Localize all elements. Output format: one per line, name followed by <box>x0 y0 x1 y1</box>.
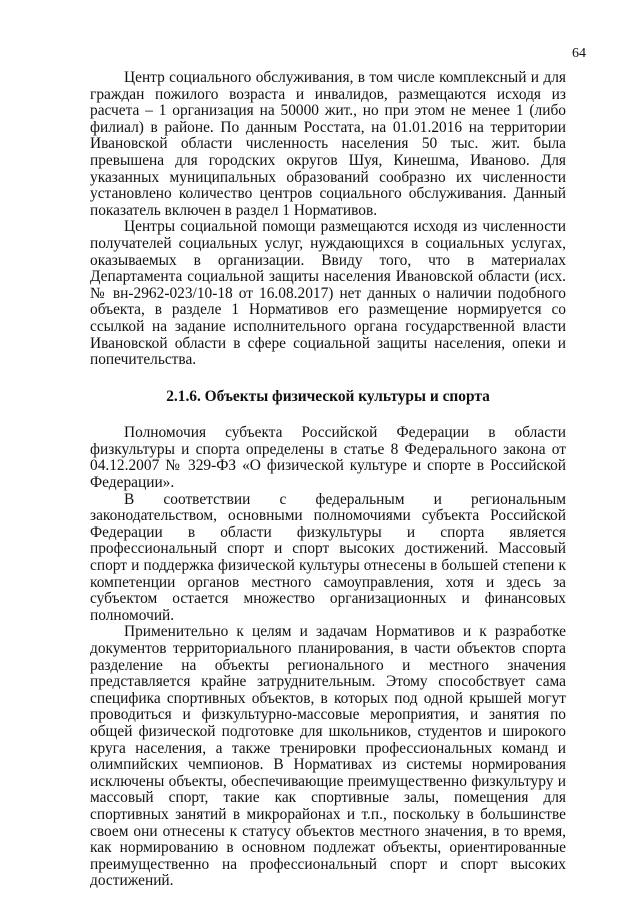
paragraph-authority: Полномочия субъекта Российской Федерации в области физкультуры и спорта определены в статье 8 Федерального закона от 04.12.2007 № 329-ФЗ «О физической культуре и спорте в Российской Федерации». <box>90 424 566 492</box>
document-body <box>90 70 566 890</box>
paragraph-social-centers: Центр социального обслуживания, в том числе комплексный и для граждан пожилого возраста и инвалидов, размещаются исходя из расчета – 1 организация на 50000 жит., но при этом не менее 1 (либо филиал) в районе. По данным Росстата, на 01.01.2016 на территории Ивановской области численность населения 50 тыс. жит. была превышена для городских округов Шуя, Кинешма, Иваново. Для указанных муниципальных образований сообразно их численности установлено количество центров социального обслуживания. Данный показатель включен в раздел 1 Нормативов. <box>90 69 566 219</box>
paragraph-social-help-centers: Центры социальной помощи размещаются исходя из численности получателей социальных услуг, нуждающихся в социальных услугах, оказываемых в организации. Ввиду того, что в материалах Департамента социальной защиты населения Ивановской области (исх. № вн-2962-023/10-18 от 16.08.2017) нет данных о наличии подобного объекта, в разделе 1 Нормативов его размещение нормируется со ссылкой на задание исполнительного органа государственной власти Ивановской области в сфере социальной защиты населения, опеки и попечительства. <box>90 218 566 369</box>
paragraph-norms: Применительно к целям и задачам Нормативов и к разработке документов территориального планирования, в части объектов спорта разделение на объекты регионального и местного значения представляется крайне затруднительным. Этому способствует сама специфика спортивных объектов, в которых под одной крышей могут проводиться и физкультурно-массовые мероприятия, и занятия по общей физической подготовке для школьников, студентов и широкого круга населения, а также тренировки профессиональных команд и олимпийских чемпионов. В Нормативах из системы нормирования исключены объекты, обеспечивающие преимущественно физкультуру и массовый спорт, такие как спортивные залы, помещения для спортивных занятий в микрорайонах и т.п., поскольку в большинстве своем они отнесены к статусу объектов местного значения, в то время, как нормированию в основном подлежат объекты, ориентированные преимущественно на профессиональный спорт и спорт высоких достижений. <box>90 623 566 890</box>
page-number: 64 <box>572 46 586 61</box>
section-heading: 2.1.6. Объекты физической культуры и спорта <box>166 387 490 405</box>
paragraph-legislation: В соответствии с федеральным и региональным законодательством, основными полномочиями субъекта Российской Федерации в области физкультуры и спорта является профессиональный спорт и спорт высоких достижений. Массовый спорт и поддержка физической культуры отнесены в большей степени к компетенции органов местного самоуправления, хотя и здесь за субъектом остается множество организационных и финансовых полномочий. <box>90 490 566 624</box>
